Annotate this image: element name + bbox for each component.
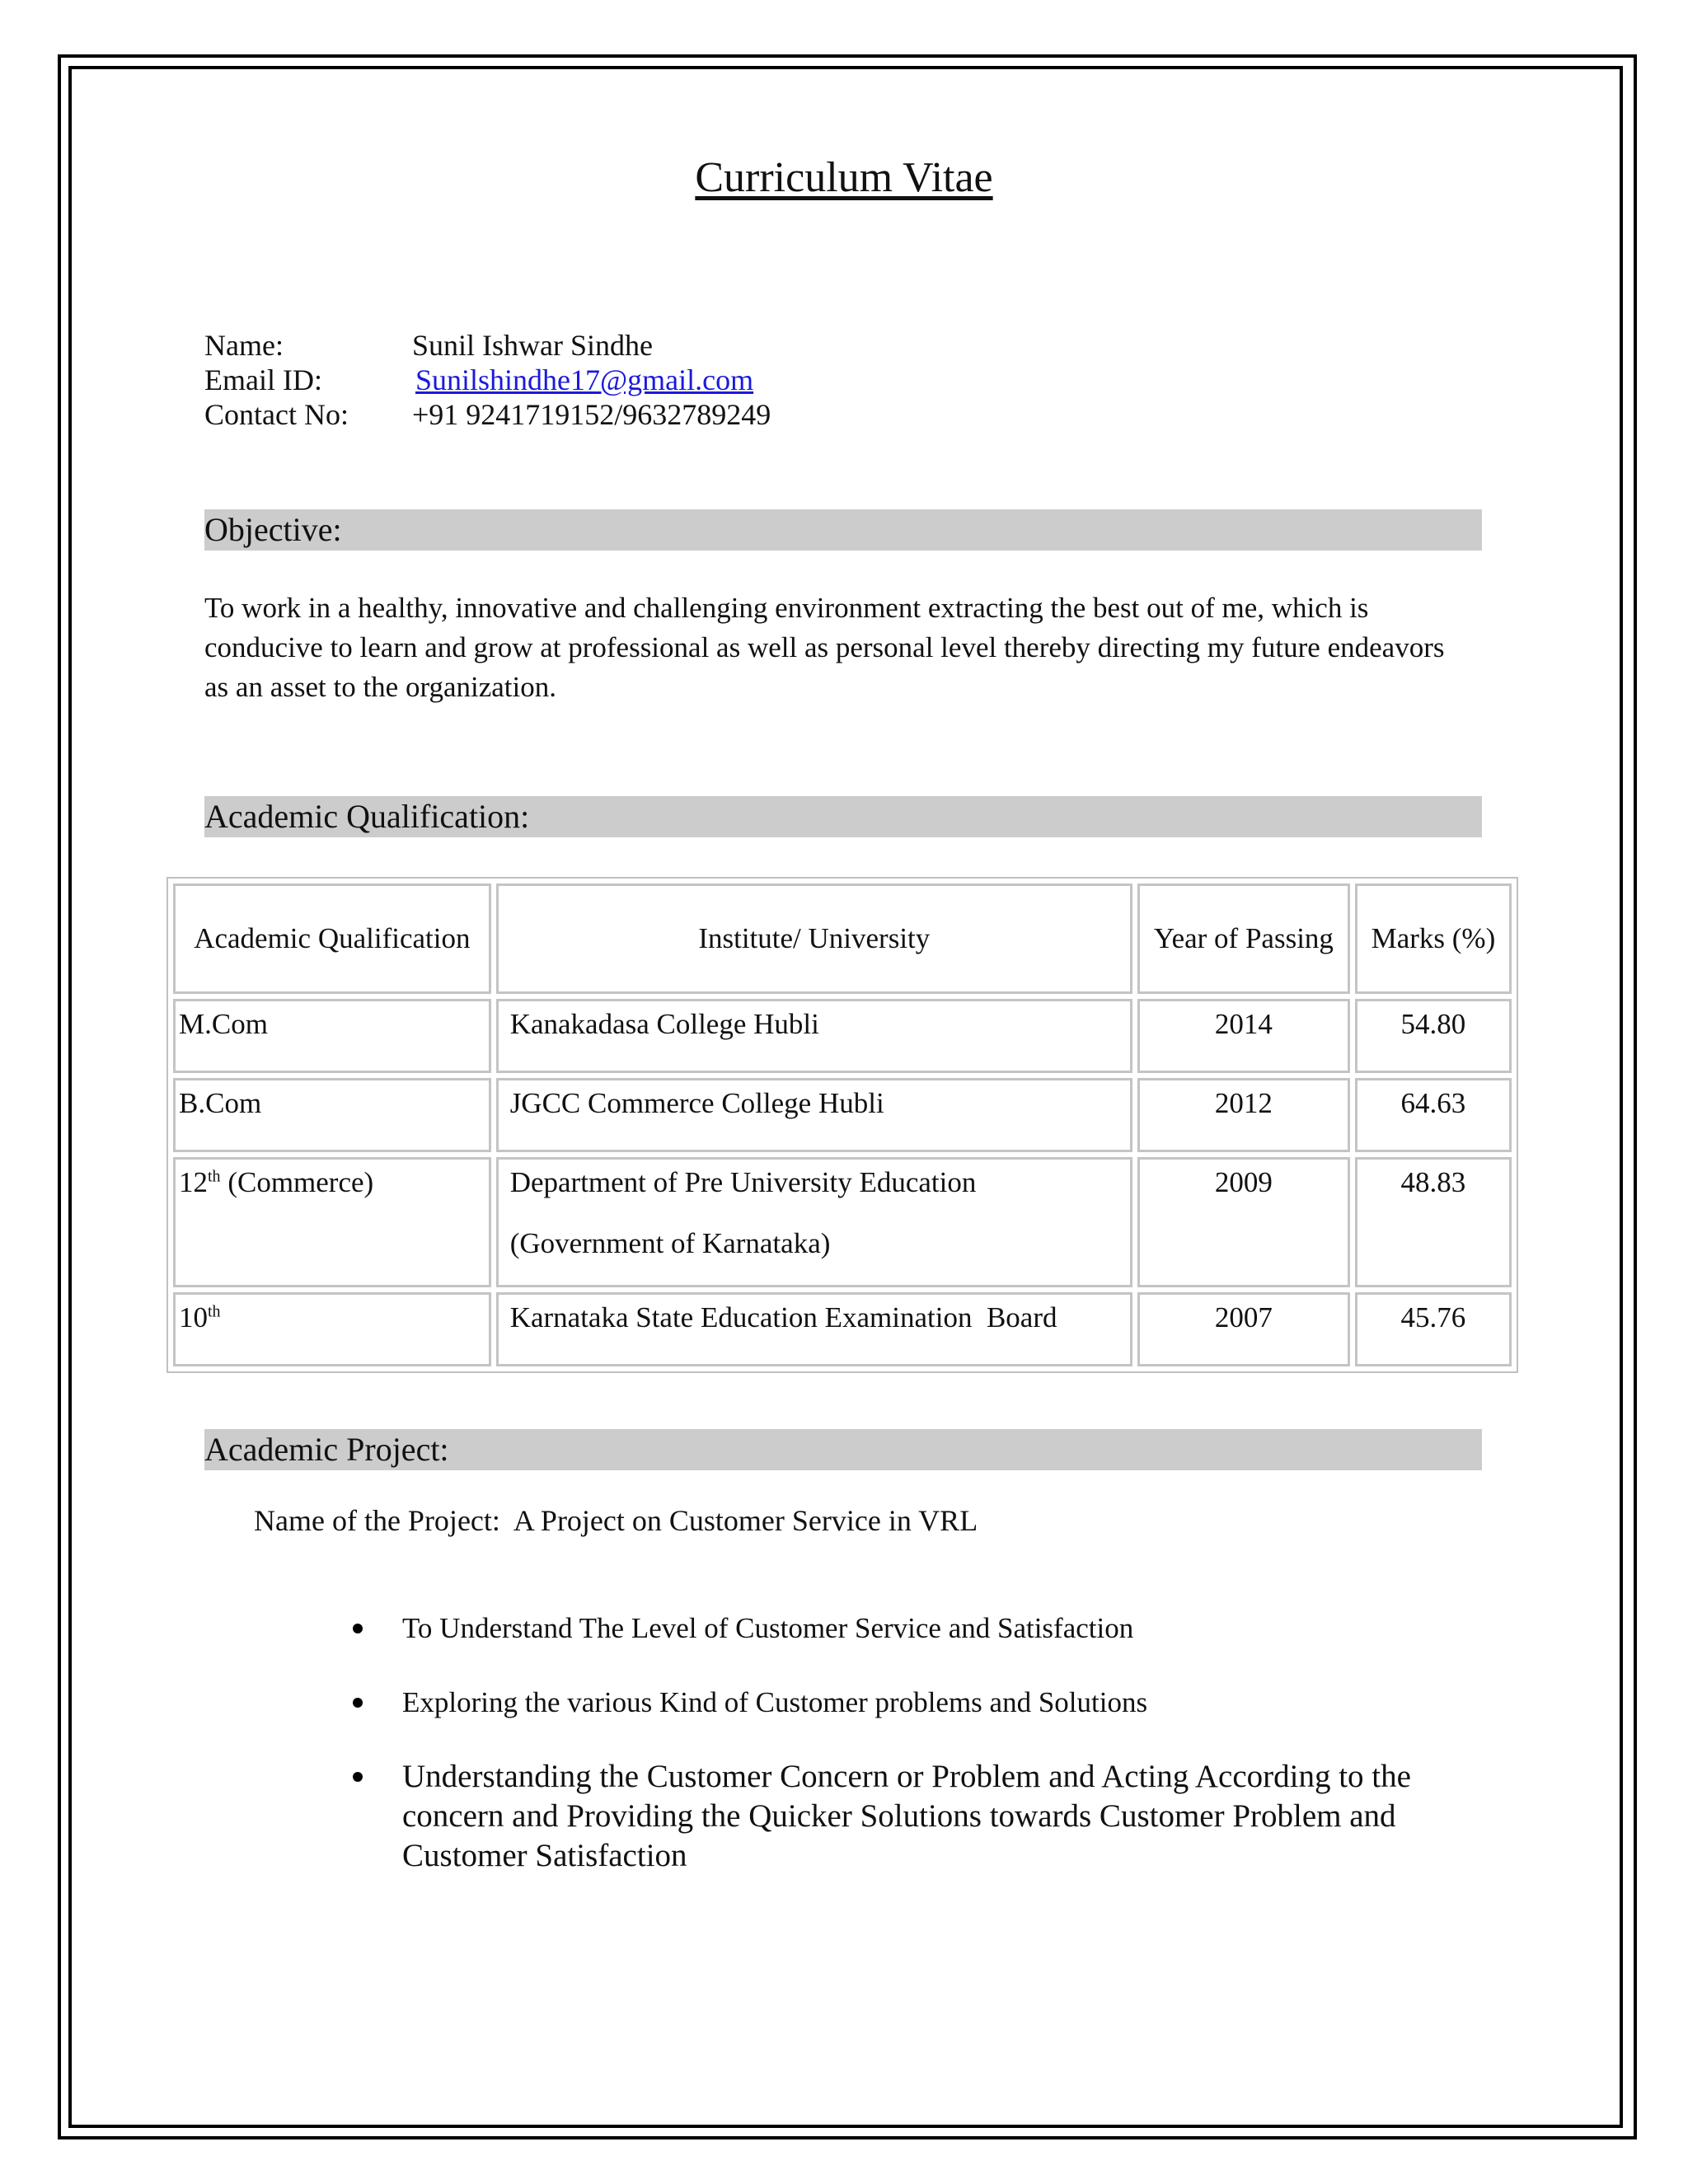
institute-cell: JGCC Commerce College Hubli <box>496 1078 1132 1152</box>
institute-cell: Kanakadasa College Hubli <box>496 999 1132 1073</box>
table-header-row <box>173 883 1512 994</box>
bullet-text: Understanding the Customer Concern or Problem and Acting According to the concern and Providing the Quicker Solutions towards Customer Problem and Customer Satisfaction <box>402 1759 1411 1873</box>
list-item <box>346 1683 1484 1722</box>
project-bullet-list <box>346 1609 1484 1910</box>
bullet-icon <box>353 1698 363 1708</box>
bullet-text: Exploring the various Kind of Customer problems and Solutions <box>402 1686 1148 1718</box>
year-cell: 2007 <box>1137 1292 1350 1366</box>
phone-row <box>204 397 771 432</box>
academic-table <box>166 877 1518 1373</box>
institute-cell: Karnataka State Education Examination Board <box>496 1292 1132 1366</box>
qualification-text: B.Com <box>179 1087 262 1119</box>
year-cell: 2014 <box>1137 999 1350 1073</box>
list-item <box>346 1609 1484 1648</box>
qualification-cell <box>173 1157 491 1287</box>
contact-details <box>204 328 771 432</box>
academic-heading <box>204 796 1482 837</box>
name-value: Sunil Ishwar Sindhe <box>412 329 653 362</box>
project-heading <box>204 1429 1482 1470</box>
qualification-text: 10 <box>179 1301 208 1333</box>
ordinal-suffix: th <box>208 1302 221 1321</box>
email-link[interactable]: Sunilshindhe17@gmail.com <box>415 363 754 396</box>
qualification-cell <box>173 1292 491 1366</box>
qualification-text: 12 <box>179 1166 208 1198</box>
bullet-icon <box>353 1772 363 1782</box>
phone-label: Contact No: <box>204 398 349 431</box>
institute-line-2: (Government of Karnataka) <box>509 1227 831 1259</box>
marks-cell: 54.80 <box>1355 999 1512 1073</box>
col-header-qualification: Academic Qualification <box>173 883 491 994</box>
email-label: Email ID: <box>204 363 322 396</box>
institute-cell <box>496 1157 1132 1287</box>
email-row <box>204 363 771 397</box>
col-header-year: Year of Passing <box>1137 883 1350 994</box>
objective-heading <box>204 509 1482 551</box>
project-heading-text: Academic Project: <box>204 1431 449 1468</box>
year-cell: 2012 <box>1137 1078 1350 1152</box>
table-row <box>173 999 1512 1073</box>
table-row <box>173 1157 1512 1287</box>
marks-cell: 48.83 <box>1355 1157 1512 1287</box>
list-item <box>346 1757 1484 1876</box>
qualification-text: M.Com <box>179 1008 268 1040</box>
name-label: Name: <box>204 329 284 362</box>
marks-cell: 64.63 <box>1355 1078 1512 1152</box>
ordinal-suffix: th <box>208 1167 221 1186</box>
academic-heading-text: Academic Qualification: <box>204 798 530 835</box>
qualification-stream: (Commerce) <box>220 1166 374 1198</box>
institute-line-1: Department of Pre University Education <box>509 1166 977 1198</box>
table-row <box>173 1078 1512 1152</box>
objective-heading-text: Objective: <box>204 511 342 548</box>
qualification-cell <box>173 999 491 1073</box>
marks-cell: 45.76 <box>1355 1292 1512 1366</box>
bullet-icon <box>353 1624 363 1633</box>
col-header-institute: Institute/ University <box>496 883 1132 994</box>
phone-value: +91 9241719152/9632789249 <box>412 398 771 431</box>
document-title: Curriculum Vitae <box>695 154 993 201</box>
name-row <box>204 328 771 363</box>
bullet-text: To Understand The Level of Customer Service and Satisfaction <box>402 1612 1134 1644</box>
col-header-marks: Marks (%) <box>1355 883 1512 994</box>
table-row <box>173 1292 1512 1366</box>
qualification-cell <box>173 1078 491 1152</box>
year-cell: 2009 <box>1137 1157 1350 1287</box>
project-name: Name of the Project: A Project on Customer Service in VRL <box>254 1504 978 1537</box>
objective-text: To work in a healthy, innovative and challenging environment extracting the best out of me, which is conducive to learn and grow at professional as well as personal level thereby directing my future endeavors as an asset to the organization. <box>204 592 1445 703</box>
